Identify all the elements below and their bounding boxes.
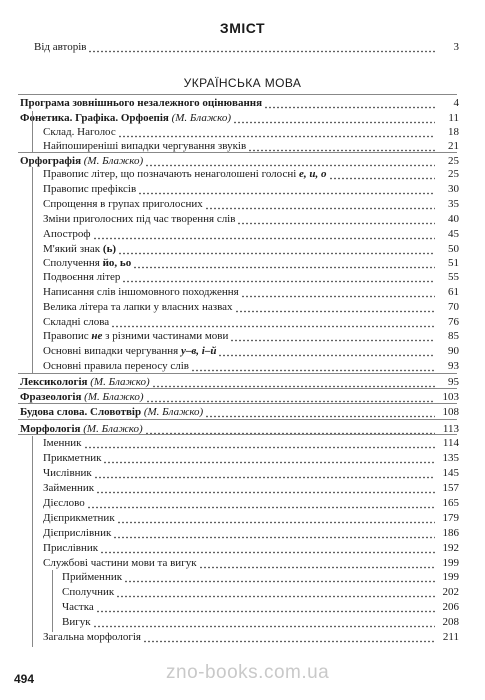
toc-entry[interactable] bbox=[43, 542, 459, 555]
toc-entry[interactable] bbox=[43, 330, 459, 343]
leader-dots bbox=[145, 155, 435, 168]
toc-page-number: 51 bbox=[448, 257, 459, 269]
toc-entry[interactable] bbox=[43, 126, 459, 139]
toc-label-fragment: Орфографія bbox=[20, 155, 84, 167]
leader-dots bbox=[230, 330, 435, 343]
toc-page-number: 35 bbox=[448, 198, 459, 210]
toc-entry-label: Прийменник bbox=[62, 571, 123, 583]
leader-dots bbox=[205, 198, 435, 211]
rule-line bbox=[18, 403, 457, 404]
toc-page-number: 50 bbox=[448, 243, 459, 255]
rule-line bbox=[18, 388, 457, 389]
toc-entry-label: Іменник bbox=[43, 437, 82, 449]
leader-dots bbox=[103, 452, 435, 465]
toc-label-fragment: (М. Блажко) bbox=[143, 406, 204, 418]
rule-line bbox=[18, 94, 457, 95]
toc-entry-label: Вигук bbox=[62, 616, 91, 628]
leader-dots bbox=[93, 228, 435, 241]
leader-dots bbox=[93, 616, 435, 629]
toc-page-number: 11 bbox=[448, 112, 459, 124]
toc-entry[interactable] bbox=[20, 97, 459, 110]
toc-label-fragment: (М. Блажко) bbox=[171, 112, 231, 124]
toc-label-fragment: йо, ьо bbox=[102, 257, 132, 269]
toc-page-number: 179 bbox=[442, 512, 459, 524]
toc-page-number: 70 bbox=[448, 301, 459, 313]
leader-dots bbox=[205, 406, 435, 419]
toc-page-number: 206 bbox=[442, 601, 459, 613]
toc-entry-label: Склад. Наголос bbox=[43, 126, 116, 138]
leader-dots bbox=[143, 631, 435, 644]
rule-line bbox=[18, 434, 457, 435]
toc-entry[interactable] bbox=[43, 198, 459, 211]
toc-entry-label bbox=[20, 155, 143, 168]
toc-entry-label: Дієприкметник bbox=[43, 512, 115, 524]
toc-page-number: 21 bbox=[448, 140, 459, 152]
toc-page-number: 25 bbox=[448, 155, 459, 167]
toc-entry-label bbox=[20, 97, 262, 110]
toc-label-fragment: Фонетика. Графіка. Орфоепія bbox=[20, 112, 172, 124]
toc-page-number: 208 bbox=[442, 616, 459, 628]
leader-dots bbox=[235, 301, 435, 314]
leader-dots bbox=[329, 168, 435, 181]
toc-label-fragment: Програма зовнішнього незалежного оцінювання bbox=[20, 97, 263, 109]
leader-dots bbox=[118, 243, 435, 256]
leader-dots bbox=[100, 542, 435, 555]
indent-rule bbox=[32, 167, 33, 373]
toc-label-fragment: (М. Блажко) bbox=[84, 391, 144, 403]
leader-dots bbox=[199, 557, 435, 570]
toc-entry[interactable] bbox=[43, 243, 459, 256]
toc-entry-label: Написання слів іншомовного походження bbox=[43, 286, 239, 298]
leader-dots bbox=[124, 571, 435, 584]
leader-dots bbox=[237, 213, 435, 226]
toc-page-number: 30 bbox=[448, 183, 459, 195]
toc-entry[interactable] bbox=[43, 183, 459, 196]
leader-dots bbox=[264, 97, 435, 110]
toc-entry-label: Прикметник bbox=[43, 452, 102, 464]
leader-dots bbox=[96, 482, 435, 495]
toc-entry[interactable] bbox=[43, 631, 459, 644]
toc-entry[interactable] bbox=[43, 512, 459, 525]
toc-page-number: 55 bbox=[448, 271, 459, 283]
toc-entry-label: Числівник bbox=[43, 467, 92, 479]
rule-line bbox=[18, 419, 457, 420]
toc-entry-label: Складні слова bbox=[43, 316, 110, 328]
toc-entry[interactable] bbox=[20, 155, 459, 168]
toc-entry-label: Службові частини мови та вигук bbox=[43, 557, 197, 569]
toc-label-fragment: Морфологія bbox=[20, 423, 84, 435]
toc-page-number: 157 bbox=[442, 482, 459, 494]
toc-entry-label: Загальна морфологія bbox=[43, 631, 141, 643]
leader-dots bbox=[191, 360, 435, 373]
toc-entry[interactable] bbox=[43, 345, 459, 358]
toc-entry[interactable] bbox=[43, 228, 459, 241]
toc-page-number: 85 bbox=[448, 330, 459, 342]
toc-label-fragment: (ь) bbox=[102, 243, 117, 255]
toc-entry[interactable] bbox=[62, 571, 459, 584]
toc-entry-label: Спрощення в групах приголосних bbox=[43, 198, 203, 210]
toc-page-number: 199 bbox=[442, 557, 459, 569]
toc-entry-label: Основні випадки чергування у–в, і–й bbox=[43, 345, 217, 357]
indent-rule bbox=[32, 111, 33, 152]
toc-entry-label: Дієприслівник bbox=[43, 527, 112, 539]
toc-entry-label: Частка bbox=[62, 601, 94, 613]
leader-dots bbox=[116, 586, 435, 599]
toc-page-number: 93 bbox=[448, 360, 459, 372]
toc-entry-label: М'який знак (ь) bbox=[43, 243, 117, 255]
toc-page-number: 113 bbox=[442, 423, 459, 435]
toc-label-fragment: (М. Блажко) bbox=[83, 423, 143, 435]
toc-entry[interactable] bbox=[62, 586, 459, 599]
toc-entry[interactable] bbox=[62, 601, 459, 614]
toc-page-number: 114 bbox=[442, 437, 459, 449]
toc-entry-label: Прислівник bbox=[43, 542, 99, 554]
leader-dots bbox=[94, 467, 435, 480]
toc-entry[interactable] bbox=[43, 301, 459, 314]
toc-entry[interactable] bbox=[43, 286, 459, 299]
toc-entry-label: Велика літера та лапки у власних назвах bbox=[43, 301, 233, 313]
toc-page-number: 202 bbox=[442, 586, 459, 598]
toc-entry-label: Подвоєння літер bbox=[43, 271, 121, 283]
toc-entry[interactable] bbox=[43, 257, 459, 270]
toc-entry-intro[interactable] bbox=[34, 41, 459, 54]
toc-label-fragment: (М. Блажко) bbox=[83, 155, 144, 167]
leader-dots bbox=[118, 126, 435, 139]
toc-entry-label: Займенник bbox=[43, 482, 95, 494]
leader-dots bbox=[241, 286, 435, 299]
toc-entry[interactable] bbox=[20, 406, 459, 419]
toc-entry[interactable] bbox=[43, 437, 459, 450]
toc-label-fragment: е, и, о bbox=[299, 168, 327, 180]
page-number: 494 bbox=[14, 672, 35, 686]
toc-page-number: 4 bbox=[453, 97, 459, 109]
toc-page-number: 199 bbox=[442, 571, 459, 583]
toc-page-number: 145 bbox=[442, 467, 459, 479]
toc-label-fragment: Фразеологія bbox=[20, 391, 85, 403]
toc-entry[interactable] bbox=[43, 497, 459, 510]
toc-entry[interactable] bbox=[43, 452, 459, 465]
leader-dots bbox=[88, 41, 435, 54]
leader-dots bbox=[117, 512, 435, 525]
toc-page-number: 165 bbox=[442, 497, 459, 509]
toc-entry[interactable] bbox=[43, 467, 459, 480]
toc-page-number: 95 bbox=[448, 376, 459, 388]
toc-entry-label: Апостроф bbox=[43, 228, 91, 240]
leader-dots bbox=[233, 112, 435, 125]
toc-entry[interactable] bbox=[43, 360, 459, 373]
leader-dots bbox=[138, 183, 435, 196]
leader-dots bbox=[84, 437, 435, 450]
toc-entry-label: Сполучення йо, ьо bbox=[43, 257, 132, 269]
toc-page-number: 45 bbox=[448, 228, 459, 240]
toc-entry-label: Дієслово bbox=[43, 497, 85, 509]
toc-label-fragment: у–в, і–й bbox=[180, 345, 217, 357]
toc-entry-label bbox=[20, 406, 203, 419]
page-title: ЗМІСТ bbox=[219, 20, 266, 36]
toc-entry-label: Правопис літер, що позначають ненаголошені голосні е, и, о bbox=[43, 168, 327, 180]
toc-page-number: 211 bbox=[442, 631, 459, 643]
toc-entry[interactable] bbox=[20, 112, 459, 125]
toc-entry[interactable] bbox=[43, 213, 459, 226]
rule-line bbox=[18, 152, 457, 153]
toc-entry[interactable] bbox=[62, 616, 459, 629]
toc-page-number: 108 bbox=[442, 406, 459, 418]
toc-page-number: 25 bbox=[448, 168, 459, 180]
toc-label-fragment: не bbox=[91, 330, 103, 342]
leader-dots bbox=[133, 257, 435, 270]
leader-dots bbox=[218, 345, 435, 358]
toc-page-number: 76 bbox=[448, 316, 459, 328]
indent-rule bbox=[52, 570, 53, 632]
leader-dots bbox=[96, 601, 435, 614]
leader-dots bbox=[122, 271, 435, 284]
leader-dots bbox=[87, 497, 435, 510]
toc-page-number: 90 bbox=[448, 345, 459, 357]
leader-dots bbox=[113, 527, 435, 540]
toc-page-number: 192 bbox=[442, 542, 459, 554]
toc-entry-label: Основні правила переносу слів bbox=[43, 360, 189, 372]
rule-line bbox=[18, 373, 457, 374]
toc-entry[interactable] bbox=[43, 168, 459, 181]
toc-label-fragment: (М. Блажко) bbox=[90, 376, 150, 388]
toc-page-number: 103 bbox=[442, 391, 459, 403]
toc-label-fragment: Будова слова. Словотвір bbox=[20, 406, 144, 418]
toc-entry[interactable] bbox=[43, 316, 459, 329]
toc-entry-label: Від авторів bbox=[34, 41, 87, 53]
toc-page-number: 40 bbox=[448, 213, 459, 225]
toc-entry[interactable] bbox=[43, 557, 459, 570]
leader-dots bbox=[111, 316, 435, 329]
toc-page-number: 186 bbox=[442, 527, 459, 539]
toc-entry-label: Найпоширеніші випадки чергування звуків bbox=[43, 140, 247, 152]
watermark: zno-books.com.ua bbox=[166, 662, 330, 683]
toc-page-number: 61 bbox=[448, 286, 459, 298]
section-heading: УКРАЇНСЬКА МОВА bbox=[183, 76, 302, 90]
toc-entry-label: Правопис префіксів bbox=[43, 183, 137, 195]
toc-entry[interactable] bbox=[43, 271, 459, 284]
toc-entry-label: Зміни приголосних під час творення слів bbox=[43, 213, 236, 225]
toc-page-number: 18 bbox=[448, 126, 459, 138]
toc-entry[interactable] bbox=[43, 527, 459, 540]
toc-label-fragment: Лексикологія bbox=[20, 376, 91, 388]
toc-page-number: 3 bbox=[453, 41, 459, 53]
toc-entry-label: Правопис не з різними частинами мови bbox=[43, 330, 229, 342]
toc-page-number: 135 bbox=[442, 452, 459, 464]
indent-rule bbox=[32, 436, 33, 647]
toc-entry[interactable] bbox=[43, 482, 459, 495]
toc-entry-label bbox=[20, 112, 231, 125]
toc-entry-label: Сполучник bbox=[62, 586, 115, 598]
